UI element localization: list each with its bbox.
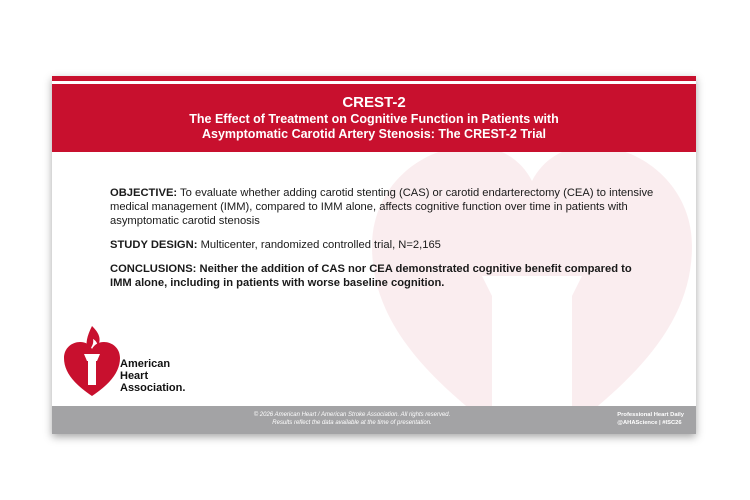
footer-center — [212, 411, 492, 427]
logo-wordmark — [120, 358, 185, 394]
footer-copyright: © 2026 American Heart / American Stroke Association. All rights reserved. — [253, 412, 451, 418]
slide-title: CREST-2 — [342, 94, 406, 111]
footer-brand: Professional Heart Daily — [617, 412, 684, 418]
objective-text: To evaluate whether adding carotid stenting (CAS) or carotid endarterectomy (CEA) to intensive medical management (IMM), compared to IMM alone, affects cognitive function over time in patients with asymptomatic carotid stenosis — [110, 187, 654, 227]
slide-body — [110, 186, 655, 300]
objective-paragraph — [110, 186, 655, 228]
logo-line-association: Association. — [120, 382, 186, 394]
footer-bar — [52, 406, 696, 434]
conclusions-label: CONCLUSIONS: — [110, 263, 197, 275]
conclusions-text: Neither the addition of CAS nor CEA demonstrated cognitive benefit compared to IMM alone, including in patients with worse baseline cognition. — [110, 263, 632, 289]
top-stripe — [52, 76, 696, 81]
study-design-paragraph — [110, 238, 655, 252]
slide — [52, 76, 696, 434]
footer-right — [617, 411, 684, 427]
logo-line-american: American — [120, 358, 171, 370]
footer-note: Results reflect the data available at the time of presentation. — [272, 420, 432, 426]
slide-subtitle-line-2: Asymptomatic Carotid Artery Stenosis: The CREST-2 Trial — [201, 127, 547, 141]
slide-subtitle-line-1: The Effect of Treatment on Cognitive Function in Patients with — [189, 112, 559, 126]
conclusions-paragraph — [110, 262, 655, 290]
study-design-label: STUDY DESIGN: — [110, 239, 198, 251]
logo-line-heart: Heart — [120, 370, 149, 382]
footer-hashtags: @AHAScience | #ISC26 — [617, 420, 682, 426]
objective-label: OBJECTIVE: — [110, 187, 178, 199]
study-design-text: Multicenter, randomized controlled trial, N=2,165 — [200, 239, 441, 251]
